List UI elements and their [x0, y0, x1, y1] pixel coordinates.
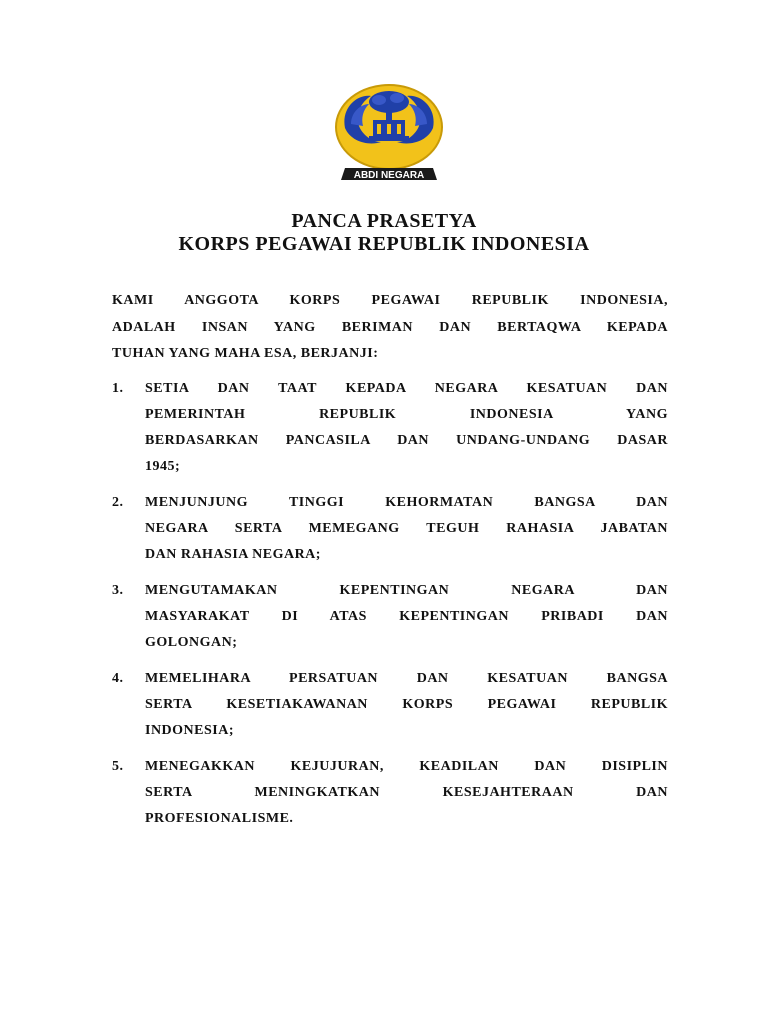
intro-line: KAMI ANGGOTA KORPS PEGAWAI REPUBLIK INDONESIA,: [112, 293, 668, 308]
item-line: MENJUNJUNG TINGGI KEHORMATAN BANGSA DAN: [145, 495, 668, 510]
intro-paragraph: [112, 288, 668, 368]
item-line: NEGARA SERTA MEMEGANG TEGUH RAHASIA JABATAN: [145, 521, 668, 536]
svg-text:ABDI NEGARA: ABDI NEGARA: [353, 170, 425, 181]
item-text: [145, 490, 668, 568]
item-number: 5.: [112, 759, 124, 774]
item-text: [145, 754, 668, 832]
item-number: 2.: [112, 495, 124, 510]
item-line: SERTA KESETIAKAWANAN KORPS PEGAWAI REPUBLIK: [145, 697, 668, 712]
korpri-emblem-logo: [331, 80, 447, 190]
item-number: 3.: [112, 583, 124, 598]
item-line: MEMELIHARA PERSATUAN DAN KESATUAN BANGSA: [145, 671, 668, 686]
item-line: BERDASARKAN PANCASILA DAN UNDANG-UNDANG DASAR: [145, 433, 668, 448]
item-text: [145, 666, 668, 744]
item-line: SETIA DAN TAAT KEPADA NEGARA KESATUAN DAN: [145, 381, 668, 396]
item-number: 1.: [112, 381, 124, 396]
item-line: 1945;: [145, 459, 181, 474]
item-line: MASYARAKAT DI ATAS KEPENTINGAN PRIBADI DAN: [145, 609, 668, 624]
item-line: PROFESIONALISME.: [145, 811, 294, 826]
item-text: [145, 578, 668, 656]
item-line: DAN RAHASIA NEGARA;: [145, 547, 321, 562]
item-line: SERTA MENINGKATKAN KESEJAHTERAAN DAN: [145, 785, 668, 800]
item-number: 4.: [112, 671, 124, 686]
item-text: [145, 376, 668, 480]
intro-line: ADALAH INSAN YANG BERIMAN DAN BERTAQWA KEPADA: [112, 319, 668, 335]
item-line: INDONESIA;: [145, 723, 235, 738]
pledge-item-3: [112, 578, 668, 656]
page-subtitle: KORPS PEGAWAI REPUBLIK INDONESIA: [178, 233, 590, 255]
pledge-item-1: [112, 376, 668, 480]
item-line: GOLONGAN;: [145, 635, 238, 650]
item-line: MENGUTAMAKAN KEPENTINGAN NEGARA DAN: [145, 583, 668, 598]
item-line: PEMERINTAH REPUBLIK INDONESIA YANG: [145, 407, 668, 422]
page-title: PANCA PRASETYA: [291, 210, 477, 232]
pledge-item-5: [112, 754, 668, 832]
pledge-item-4: [112, 666, 668, 744]
pledge-item-2: [112, 490, 668, 568]
intro-line: TUHAN YANG MAHA ESA, BERJANJI:: [112, 346, 379, 361]
item-line: MENEGAKKAN KEJUJURAN, KEADILAN DAN DISIPLIN: [145, 759, 668, 774]
